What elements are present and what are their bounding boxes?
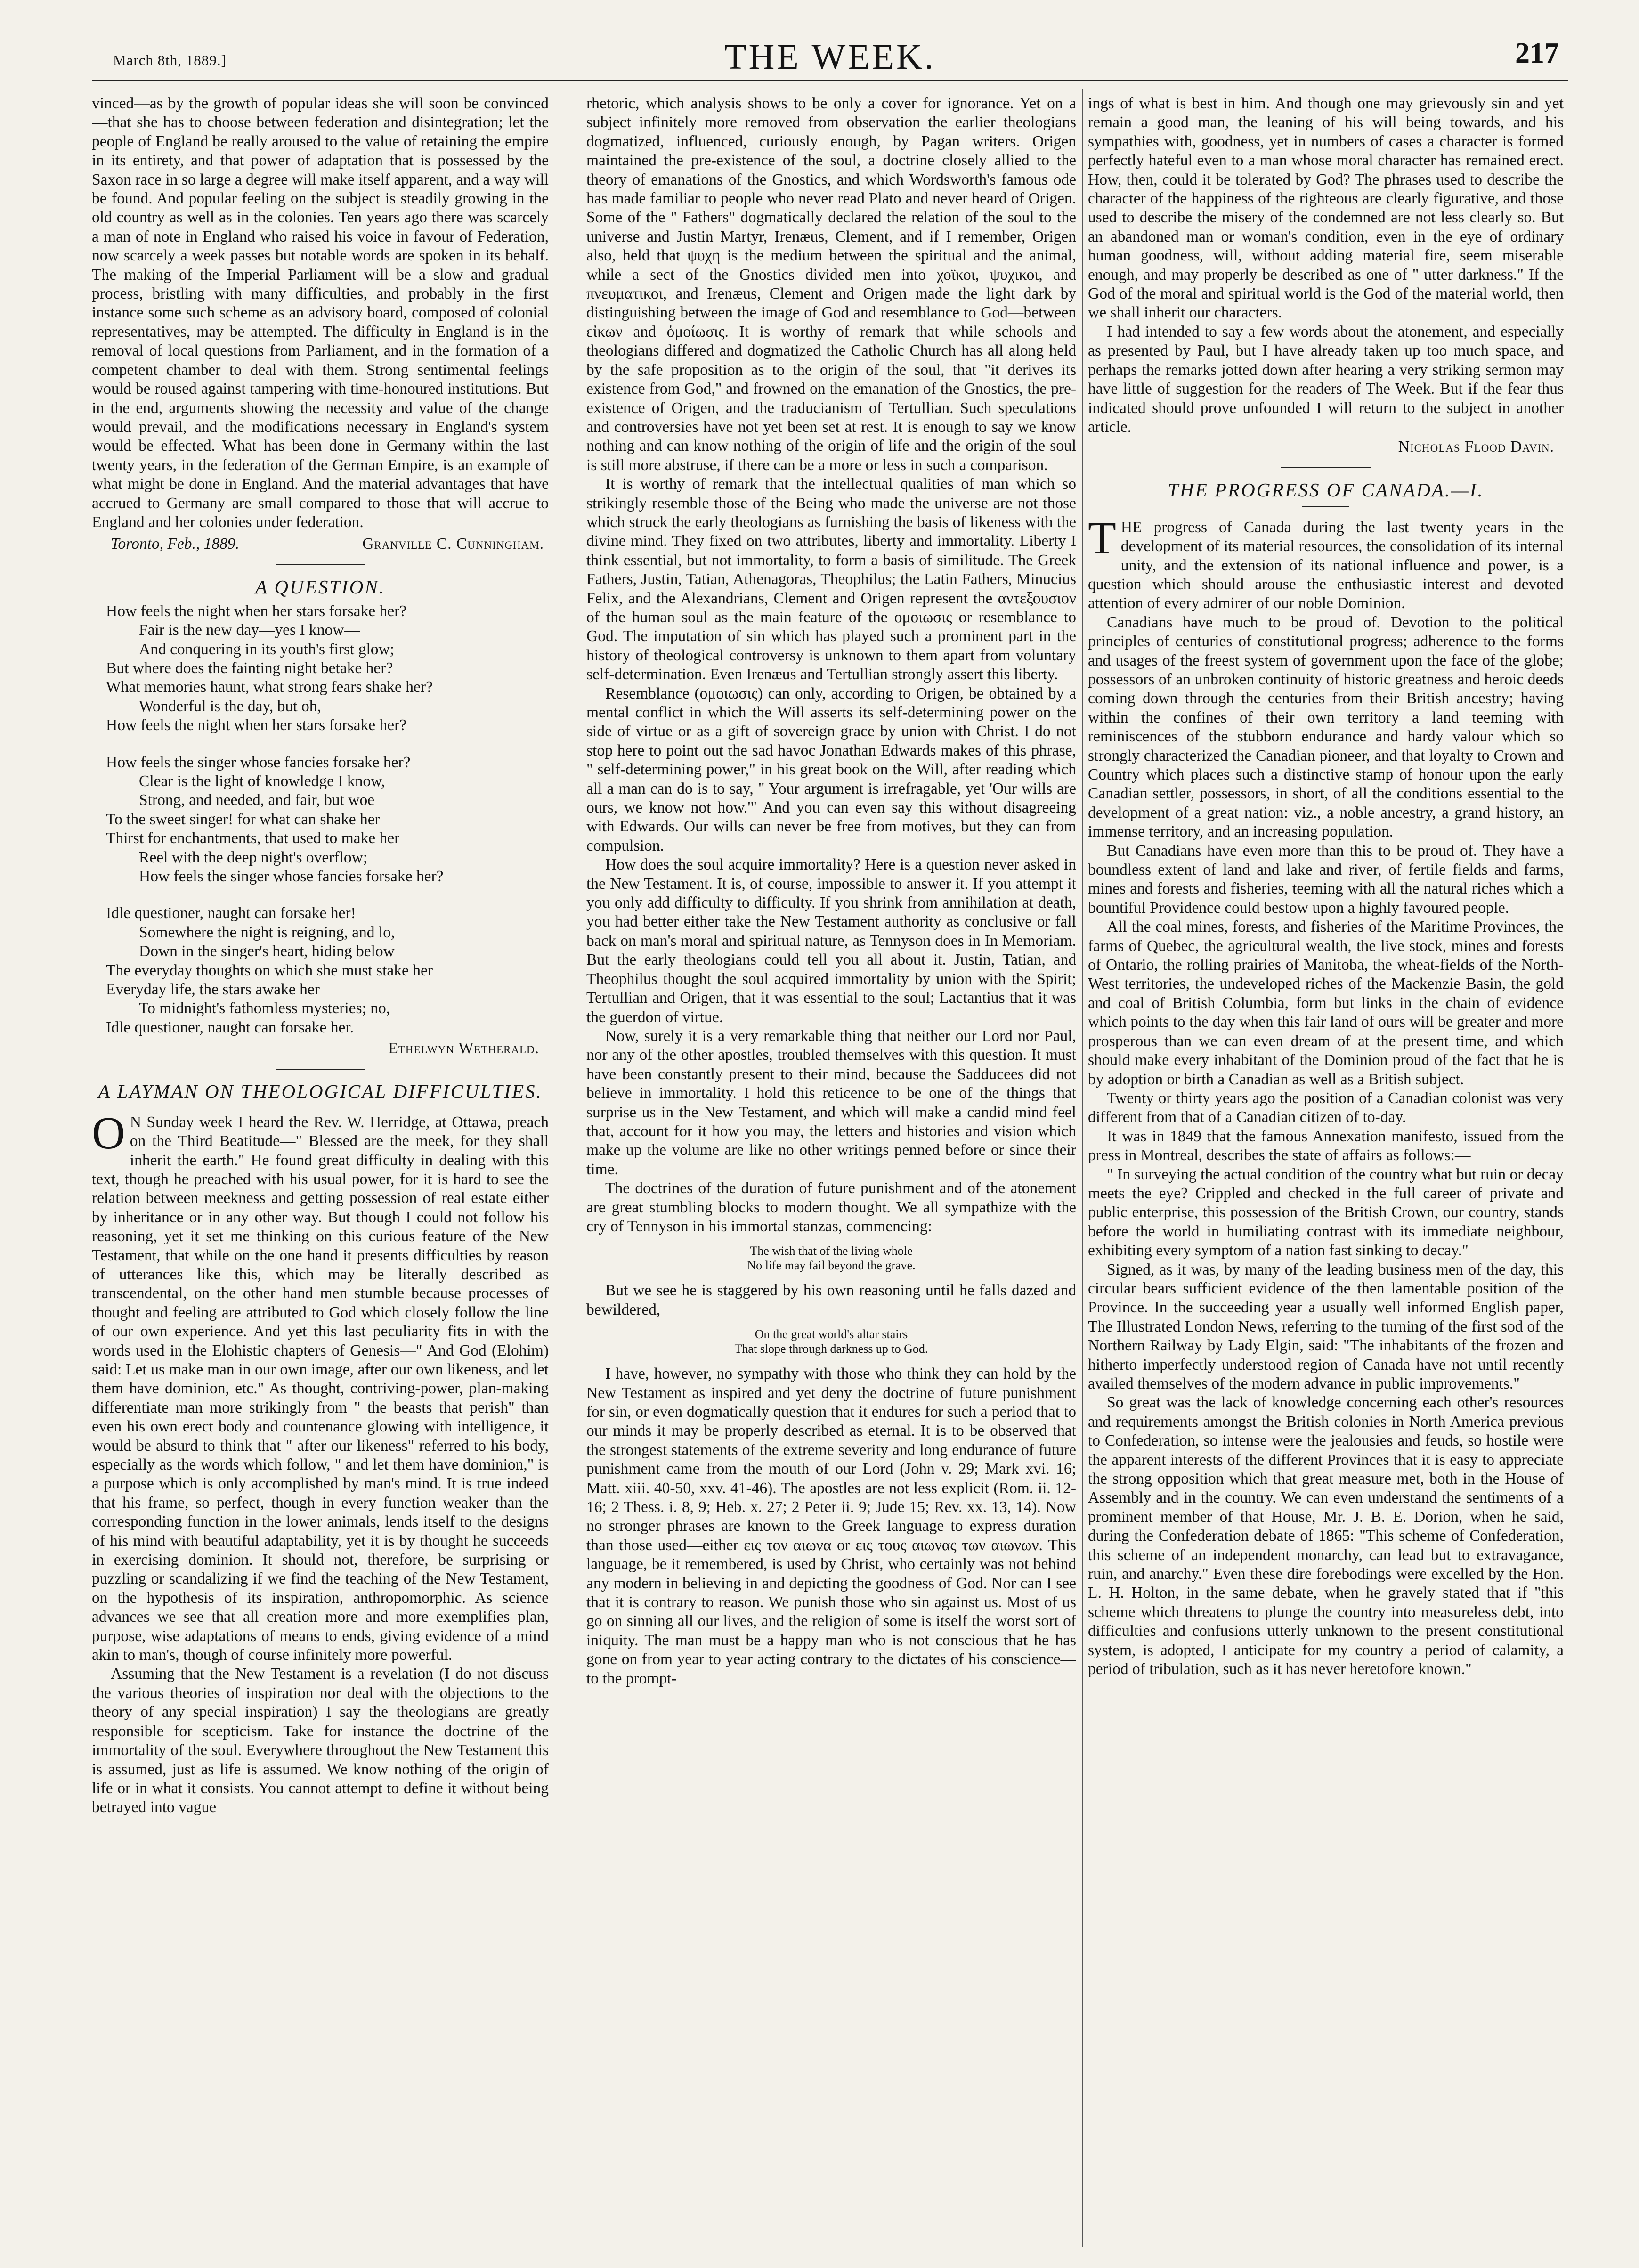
column-2: [586, 94, 1076, 2252]
layman-paragraph: I have, however, no sympathy with those who think they can hold by the New Testament as inspired and yet deny the doctrine of future punishment for sin, or even dogmatically question that it endures for such a period that to our minds it may be properly described as eternal. It is to be observed that the strongest statements of the extreme severity and long endurance of future punishment came from the mouth of our Lord (John v. 29; Mark xvi. 16; Matt. xiii. 40-50, xxv. 41-46). The apostles are not less explicit (Rom. ii. 12-16; 2 Thess. i. 8, 9; Heb. x. 27; 2 Peter ii. 9; Jude 15; Rev. xx. 13, 14). Now no stronger phrases are known to the Greek language to express duration than those used—either εις τον αιωνα or εις τους αιωνας των αιωνων. This language, be it remembered, is used by Christ, who certainly was not behind any modern in believing in and depicting the goodness of God. Nor can I see that it is contrary to reason. We punish those who sin against us. Most of us go on sinning all our lives, and the religion of some is itself the worst sort of iniquity. The man must be a happy man who is not conscious that he has gone on from year to year acting contrary to the dictates of his conscience—to the prompt-: [586, 1365, 1076, 1687]
section-divider: [1302, 506, 1349, 507]
canada-paragraph: Twenty or thirty years ago the position of a Canadian colonist was very different from that of a Canadian citizen of to-day.: [1088, 1089, 1564, 1126]
layman-paragraph: Now, surely it is a very remarkable thing that neither our Lord nor Paul, nor any of the other apostles, troubled themselves with this question. It must have been constantly present to their mind, because the Sadducees did not believe in immortality. I hold this reticence to be one of the things that surprise us in the New Testament, and which will make a candid mind feel that, account for it how you may, the letters and histories and vision which make up the volume are like no other writings penned before or since their time.: [586, 1027, 1076, 1178]
layman-paragraph: It is worthy of remark that the intellectual qualities of man which so strikingly resemble those of the Being who made the universe are not those which struck the early theologians as furnishing the basis of likeness with the divine mind. They fixed on two attributes, liberty and immortality. Liberty I think essential, but not immortality, to form a basis of similitude. The Greek Fathers, Justin, Tatian, Athenagoras, Theophilus; the Latin Fathers, Minucius Felix, and the Alexandrians, Clement and Origen represent the αντεξουσιον of the human soul as the main feature of the ομοιωσις or resemblance to God. The imputation of sin which has played such a prominent part in the history of theological controversy is unknown to them apart from voluntary self-determination. Even Irenæus and Tertullian strongly assert this liberty.: [586, 475, 1076, 683]
poem-title: A QUESTION.: [255, 576, 385, 598]
poem-line: Down in the singer's heart, hiding below: [139, 943, 395, 960]
canada-paragraph: " In surveying the actual condition of the country what but ruin or decay meets the eye? Crippled and checked in the full career of private and public enterprise, this possession of the British Crown, our country, stands before the world in humiliating contrast with its immediate neighbour, exhibiting every symptom of a nation fast sinking to decay.": [1088, 1165, 1564, 1260]
poem-line: Reel with the deep night's overflow;: [139, 848, 368, 866]
federation-author: Granville C. Cunningham.: [362, 535, 544, 553]
poem-line: Everyday life, the stars awake her: [106, 981, 320, 999]
quote-line: No life may fail beyond the grave.: [747, 1259, 916, 1273]
poem-line: How feels the night when her stars forsake her?: [106, 602, 407, 620]
poem-line: Fair is the new day—yes I know—: [139, 621, 360, 639]
canada-paragraph: All the coal mines, forests, and fisheries of the Maritime Provinces, the farms of Quebec, the agricultural wealth, the live stock, mines and forests of Ontario, the rolling prairies of Manitoba, the wheat-fields of the North-West territories, the undeveloped riches of the Mackenzie Basin, the gold and coal of British Columbia, form but links in the chain of evidence which points to the day when this fair land of ours will be greater and more prosperous than we can even dream of at the present time, and which should make every inhabitant of the Dominion proud of the fact that he is by adoption or birth a Canadian as well as a British subject.: [1088, 918, 1564, 1088]
poem-line: Strong, and needed, and fair, but woe: [139, 791, 375, 809]
poem-line: But where does the fainting night betake her?: [106, 659, 393, 677]
publication-title: THE WEEK.: [724, 37, 936, 77]
layman-paragraph: The doctrines of the duration of future punishment and of the atonement are great stumbling blocks to modern thought. We all sympathize with the cry of Tennyson in his immortal stanzas, commencing:: [586, 1179, 1076, 1235]
drop-cap: T: [1088, 512, 1116, 564]
masthead-rule: [92, 80, 1568, 81]
section-divider: [1281, 467, 1371, 468]
canada-paragraph: THE progress of Canada during the last twenty years in the development of its material resources, the consolidation of its internal unity, and the extension of its national influence and power, is a question which should arouse the enthusiastic interest and devoted attention of every admirer of our noble Dominion.: [1088, 512, 1564, 612]
layman-paragraph: Resemblance (ομοιωσις) can only, according to Origen, be obtained by a mental conflict in which the Will asserts its self-determining power on the side of virtue or as a gift of sovereign grace by union with Christ. I do not stop here to point out the sad havoc Jonathan Edwards makes of this phrase, " self-determining power," in his great book on the Will, after reading which all a man can do is to say, " Your argument is irrefragable, yet 'Our wills are ours, we know not how.'" And you can even say this without disagreeing with Edwards. Our wills can never be free from motives, but they can from compulsion.: [586, 684, 1076, 854]
column-divider: [1082, 89, 1083, 2247]
layman-article-title: A LAYMAN ON THEOLOGICAL DIFFICULTIES.: [98, 1080, 543, 1102]
poem-author: Ethelwyn Wetherald.: [388, 1040, 539, 1057]
layman-paragraph: How does the soul acquire immortality? Here is a question never asked in the New Testament. It is, of course, impossible to answer it. If you attempt it you only add difficulty to difficulty. If you shrink from annihilation at death, you had better either take the New Testament authority as conclusive or fall back on man's moral and spiritual nature, as Tennyson does in In Memoriam. But the early theologians could tell you all about it. Justin, Tatian, and Theophilus thought the soul acquired immortality by union with the Spirit; Tertullian and Origen, that it was essential to the soul; Lactantius that it was the guerdon of virtue.: [586, 856, 1076, 1026]
poem-line: Idle questioner, naught can forsake her.: [106, 1018, 354, 1036]
page-number: 217: [1515, 37, 1559, 69]
federation-signature: [111, 535, 544, 553]
canada-paragraph: But Canadians have even more than this to be proud of. They have a boundless extent of land and lake and river, of fertile fields and farms, mines and forests and fisheries, teeming with all the natural riches which a bountiful Providence could bestow upon a highly favoured people.: [1088, 842, 1564, 917]
poem-line: Clear is the light of knowledge I know,: [139, 772, 385, 790]
poem-line: Wonderful is the day, but oh,: [139, 697, 321, 715]
federation-article-text: vinced—as by the growth of popular ideas she will soon be convinced—that she has to choose between federation and disintegration; let the people of England be really aroused to the value of retaining the empire in its entirety, and that power of adaptation that is possessed by the Saxon race in so large a degree will make itself apparent, and a way will be found. And popular feeling on the subject is steadily growing in the old country as well as in the colonies. Ten years ago there was scarcely a man of note in England who raised his voice in favour of Federation, now scarcely a week passes but notable words are spoken in its behalf. The making of the Imperial Parliament will be a slow and gradual process, bristling with many difficulties, and probably in the first instance some such scheme as an advisory board, composed of colonial representatives, may be attempted. The difficulty in England is in the removal of local questions from Parliament, and in the formation of a competent chamber to deal with them. Strong sentimental feelings would be roused against tampering with time-honoured institutions. But in the end, arguments showing the necessity and value of the change would prevail, and the modifications necessary in England's system would be effected. What has been done in Germany within the last twenty years, in the federation of the German Empire, is an example of what might be done in England. And the material advantages that have accrued to Germany are small compared to those that will accrue to England and her colonies under federation.: [92, 95, 549, 531]
drop-cap: O: [92, 1107, 125, 1159]
quote-line: On the great world's altar stairs: [755, 1327, 908, 1341]
canada-paragraph: So great was the lack of knowledge concerning each other's resources and requirements amongst the British colonies in North America previous to Confederation, so intense were the jealousies and feuds, so hostile were the apparent interests of the different Provinces that it is easy to appreciate the strong opposition which that great measure met, both in the House of Assembly and in the country. We can even understand the sentiments of a prominent member of that House, Mr. J. B. E. Dorion, when he said, during the Confederation debate of 1865: "This scheme of Confederation, this scheme of an independent monarchy, can lead but to extravagance, ruin, and anarchy." Even these dire forebodings were excelled by the Hon. L. H. Holton, in the same debate, when he gravely stated that if "this scheme which threatens to plunge the country into measureless debt, into difficulties and confusions utterly unknown to the present constitutional system, is adopted, I anticipate for my country a period of calamity, a period of tribulation, such as it has never heretofore known.": [1088, 1394, 1564, 1678]
poem-line: And conquering in its youth's first glow;: [139, 640, 395, 658]
federation-place: Toronto, Feb., 1889.: [111, 535, 239, 553]
poem: [106, 602, 549, 1038]
layman-paragraph: rhetoric, which analysis shows to be only a cover for ignorance. Yet on a subject infinitely more removed from observation the earlier theologians dogmatized, influenced, curiously enough, by Pagan writers. Origen maintained the pre-existence of the soul, a doctrine closely allied to the theory of emanations of the Gnostics, and which Wordsworth's famous ode has made familiar to people who never read Plato and never heard of Origen. Some of the " Fathers" dogmatically declared the relation of the soul to the universe and Justin Martyr, Irenæus, Clement, and if I remember, Origen also, held that ψυχη is the medium between the spiritual and the animal, while a sect of the Gnostics divided men into χοϊκοι, ψυχικοι, and πνευματικοι, and Irenæus, Clement and Origen made the light dark by distinguishing between the image of God and resemblance to God—between εἰκων and ὁμοίωσις. It is worthy of remark that while schools and theologians differed and dogmatized the Catholic Church has all along held by the safe proposition as to the origin of the soul, that "it derives its existence from God," and frowned on the emanation of the Gnostics, the pre-existence of Origen, and the traducianism of Tertullian. Such speculations and controversies have not yet been set at rest. It is enough to say we know nothing and can know nothing of the origin of life and the origin of the soul is still more abstruse, if there can be a more or less in such a comparison.: [586, 95, 1076, 474]
poem-line: To midnight's fathomless mysteries; no,: [139, 1000, 390, 1017]
poem-line: How feels the singer whose fancies forsake her?: [106, 753, 411, 771]
canada-paragraph: It was in 1849 that the famous Annexation manifesto, issued from the press in Montreal, describes the state of affairs as follows:—: [1088, 1127, 1564, 1164]
poem-line: To the sweet singer! for what can shake her: [106, 810, 380, 828]
layman-paragraph: I had intended to say a few words about the atonement, and especially as presented by Paul, but I have already taken up too much space, and perhaps the remarks jotted down after hearing a very striking sermon may have little of suggestion for the readers of The Week. But if the fear thus indicated should prove unfounded I will return to the subject in another article.: [1088, 323, 1564, 436]
tennyson-quote: [586, 1327, 1076, 1356]
poem-line: Idle questioner, naught can forsake her!: [106, 904, 356, 922]
layman-paragraph: Assuming that the New Testament is a revelation (I do not discuss the various theories of inspiration nor deal with the objections to the theory of any special inspiration) I say the theologians are greatly responsible for scepticism. Take for instance the doctrine of the immortality of the soul. Everywhere throughout the New Testament this is assumed, just as life is assumed. We know nothing of the origin of life or in what it consists. You cannot attempt to define it without being betrayed into vague: [92, 1665, 549, 1816]
layman-paragraph: O N Sunday week I heard the Rev. W. Herridge, at Ottawa, preach on the Third Beatitude—" Blessed are the meek, for they shall inherit the earth." He found great difficulty in dealing with this text, though he preached with his usual power, for it is hard to see the relation between meekness and getting possession of real estate either by inheritance or in any other way. But though I could not follow his reasoning, yet it set me thinking on this curious feature of the New Testament, that while on the one hand it presents difficulties by reason of utterances like this, which may be literally described as transcendental, on the other hand men stumble because processes of thought and feeling are attributed to God which closely follow the line of our own experience. And yet this last peculiarity fits in with the words used in the Elohistic chapters of Genesis—" And God (Elohim) said: Let us make man in our own image, after our own likeness, and let them have dominion, etc." As thought, contriving-power, plan-making differentiate man more strikingly from " the beasts that perish" than even his own erect body and countenance glowing with intelligence, it would be absurd to think that " after our likeness" referred to his body, especially as the words which follow, " and let them have dominion," is a purpose which is only accomplished by man's mind. It is true indeed that his frame, so perfect, though in every function weaker than the corresponding function in the lower animals, lends itself to the designs of his mind with beautiful adaptability, yet it is by thought he succeeds in exercising dominion. It should not, therefore, be surprising or puzzling or scandalizing if we find the teaching of the New Testament, on the hypothesis of its inspiration, anthropomorphic. As science advances we see that all creation more and more exemplifies plan, purpose, wise adaptations of means to ends, giving evidence of a mind akin to man's, though of course infinitely more powerful.: [92, 1107, 549, 1664]
poem-line: The everyday thoughts on which she must stake her: [106, 961, 433, 979]
column-3: [1088, 94, 1564, 2252]
poem-line: What memories haunt, what strong fears shake her?: [106, 678, 433, 696]
poem-line: How feels the singer whose fancies forsake her?: [139, 868, 444, 886]
canada-paragraph: Canadians have much to be proud of. Devotion to the political principles of centuries of constitutional progress; adherence to the forms and usages of the freest system of government upon the face of the globe; possessors of an unbroken continuity of historic greatness and heroic deeds coming down through the centuries from their British ancestry; having within the confines of their own territory a land teeming with reminiscences of the stubborn endurance and hardy valour which so strongly characterized the Canadian pioneer, and that loyalty to Crown and Country which places such a distinctive stamp of honour upon the early Canadian settler, possessors, in short, of all the conditions essential to the development of a great nation: viz., a noble ancestry, a grand history, an immense territory, and an increasing population.: [1088, 613, 1564, 841]
layman-author: Nicholas Flood Davin.: [1398, 438, 1554, 456]
column-1: [92, 94, 549, 2252]
quote-line: That slope through darkness up to God.: [734, 1342, 928, 1356]
issue-date: March 8th, 1889.]: [113, 52, 227, 68]
layman-paragraph: But we see he is staggered by his own reasoning until he falls dazed and bewildered,: [586, 1282, 1076, 1318]
masthead: [92, 28, 1568, 80]
canada-paragraph: Signed, as it was, by many of the leading business men of the day, this circular bears sufficient evidence of the then lamentable position of the Province. In the succeeding year a usually well informed English paper, The Illustrated London News, referring to the turning of the first sod of the Northern Railway by Lady Elgin, said: "The inhabitants of the frozen and hitherto imperfectly understood region of Canada have not until recently availed themselves of the modern advance in public improvements.": [1088, 1260, 1564, 1392]
layman-paragraph: ings of what is best in him. And though one may grievously sin and yet remain a good man, the leaning of his will being towards, and his sympathies with, goodness, yet in numbers of cases a character is formed perfectly hateful even to a man whose moral character has remained erect. How, then, could it be tolerated by God? The phrases used to describe the character of the happiness of the righteous are clearly figurative, and those used to describe the misery of the condemned are not less clearly so. But an abandoned man or woman's condition, even in the eye of ordinary human goodness, will, without adding material fire, seem miserable enough, and may properly be described as one of " utter darkness." If the God of the moral and spiritual world is the God of the material world, then we shall inherit our characters.: [1088, 95, 1564, 322]
section-divider: [276, 564, 365, 565]
section-divider: [276, 1069, 365, 1070]
quote-line: The wish that of the living whole: [750, 1244, 913, 1258]
canada-article-title: THE PROGRESS OF CANADA.—I.: [1168, 479, 1484, 501]
poem-line: How feels the night when her stars forsake her?: [106, 716, 407, 734]
poem-line: Somewhere the night is reigning, and lo,: [139, 923, 395, 941]
poem-line: Thirst for enchantments, that used to make her: [106, 829, 400, 847]
tennyson-quote: [586, 1244, 1076, 1273]
